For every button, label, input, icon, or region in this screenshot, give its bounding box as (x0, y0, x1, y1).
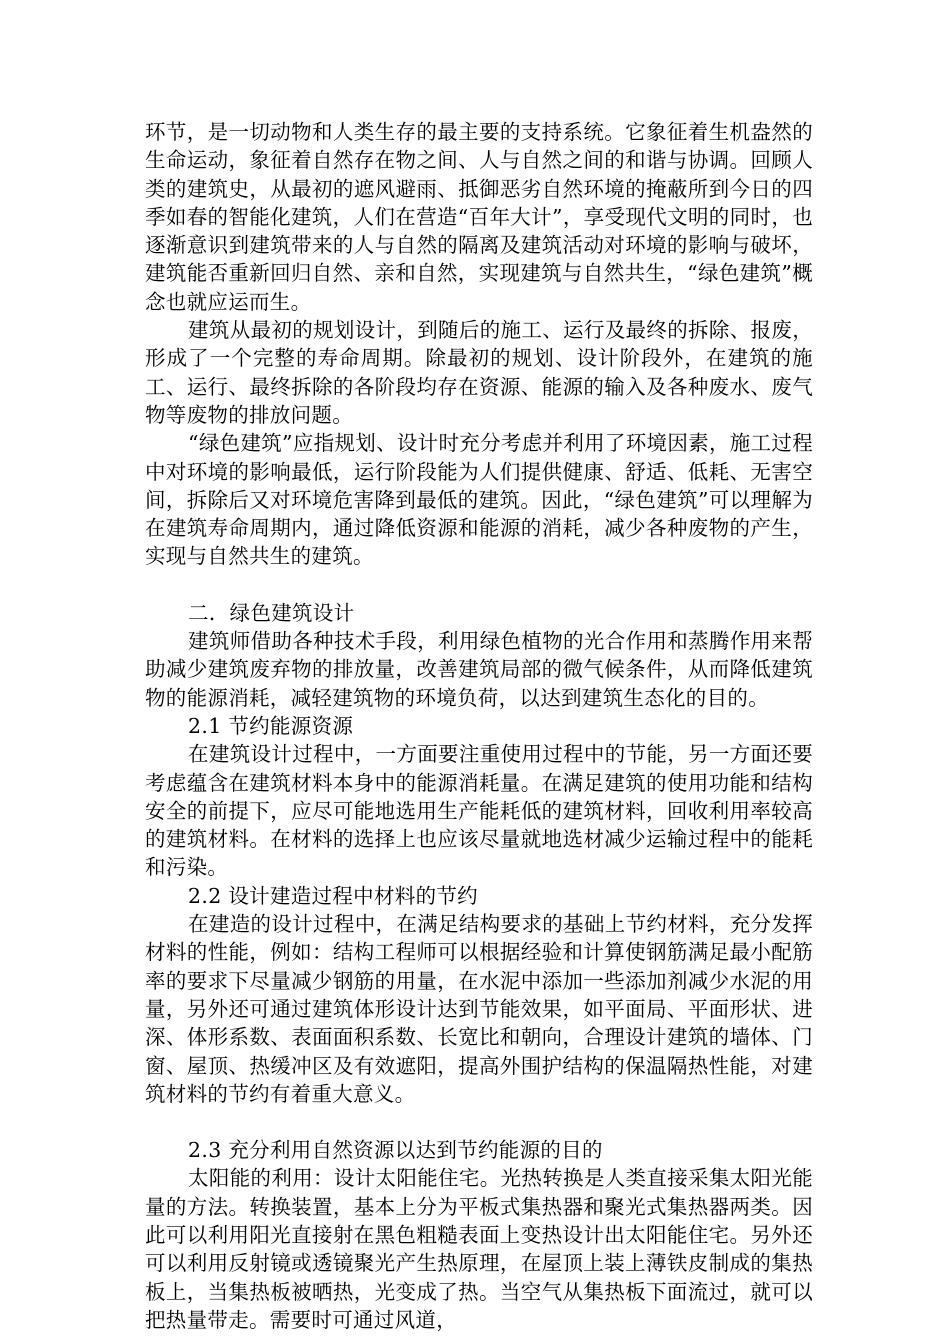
paragraph-green-building-definition: “绿色建筑”应指规划、设计时充分考虑并利用了环境因素，施工过程中对环境的影响最低，运行阶段能为人们提供健康、舒适、低耗、无害空间，拆除后又对环境危害降到最低的建筑。因此，“绿色建筑”可以理解为在建筑寿命周期内，通过降低资源和能源的消耗，减少各种废物的产生，实现与自然共生的建筑。 (145, 431, 813, 569)
paragraph-building-lifecycle: 建筑从最初的规划设计，到随后的施工、运行及最终的拆除、报废，形成了一个完整的寿命周期。除最初的规划、设计阶段外，在建筑的施工、运行、最终拆除的各阶段均存在资源、能源的输入及各种废水、废气物等废物的排放问题。 (145, 318, 813, 427)
subsection-heading-2-3: 2.3 充分利用自然资源以达到节约能源的目的 (188, 1138, 603, 1163)
paragraph-material-saving: 在建造的设计过程中，在满足结构要求的基础上节约材料，充分发挥材料的性能，例如：结构工程师可以根据经验和计算使钢筋满足最小配筋率的要求下尽量减少钢筋的用量，在水泥中添加一些添加剂减少水泥的用量，另外还可通过建筑体形设计达到节能效果，如平面局、平面形状、进深、体形系数、表面面积系数、长宽比和朝向，合理设计建筑的墙体、门窗、屋顶、热缓冲区及有效遮阳，提高外围护结构的保温隔热性能，对建筑材料的节约有着重大意义。 (145, 912, 813, 1106)
subsection-heading-2-1: 2.1 节约能源资源 (188, 713, 354, 738)
subsection-heading-2-2: 2.2 设计建造过程中材料的节约 (188, 883, 478, 908)
document-page (145, 118, 813, 1334)
paragraph-green-building-intro: 环节，是一切动物和人类生存的最主要的支持系统。它象征着生机盎然的生命运动，象征着自然存在物之间、人与自然之间的和谐与协调。回顾人类的建筑史，从最初的遮风避雨、抵御恶劣自然环境的掩蔽所到今日的四季如春的智能化建筑，人们在营造“百年大计”，享受现代文明的同时，也逐渐意识到建筑带来的人与自然的隔离及建筑活动对环境的影响与破坏，建筑能否重新回归自然、亲和自然，实现建筑与自然共生，“绿色建筑”概念也就应运而生。 (145, 120, 813, 314)
paragraph-green-design: 建筑师借助各种技术手段，利用绿色植物的光合作用和蒸腾作用来帮助减少建筑废弃物的排放量，改善建筑局部的微气候条件，从而降低建筑物的能源消耗，减轻建筑物的环境负荷，以达到建筑生态化的目的。 (145, 629, 813, 710)
section-heading-green-design: 二．绿色建筑设计 (188, 600, 355, 625)
paragraph-solar-energy: 太阳能的利用：设计太阳能住宅。光热转换是人类直接采集太阳光能量的方法。转换装置，基本上分为平板式集热器和聚光式集热器两类。因此可以利用阳光直接射在黑色粗糙表面上变热设计出太阳能住宅。另外还可以利用反射镜或透镜聚光产生热原理，在屋顶上装上薄铁皮制成的集热板上，当集热板被晒热，光变成了热。当空气从集热板下面流过，就可以把热量带走。需要时可通过风道， (145, 1166, 813, 1332)
paragraph-energy-saving: 在建筑设计过程中，一方面要注重使用过程中的节能，另一方面还要考虑蕴含在建筑材料本身中的能源消耗量。在满足建筑的使用功能和结构安全的前提下，应尽可能地选用生产能耗低的建筑材料，回收利用率较高的建筑材料。在材料的选择上也应该尽量就地选材减少运输过程中的能耗和污染。 (145, 742, 813, 880)
